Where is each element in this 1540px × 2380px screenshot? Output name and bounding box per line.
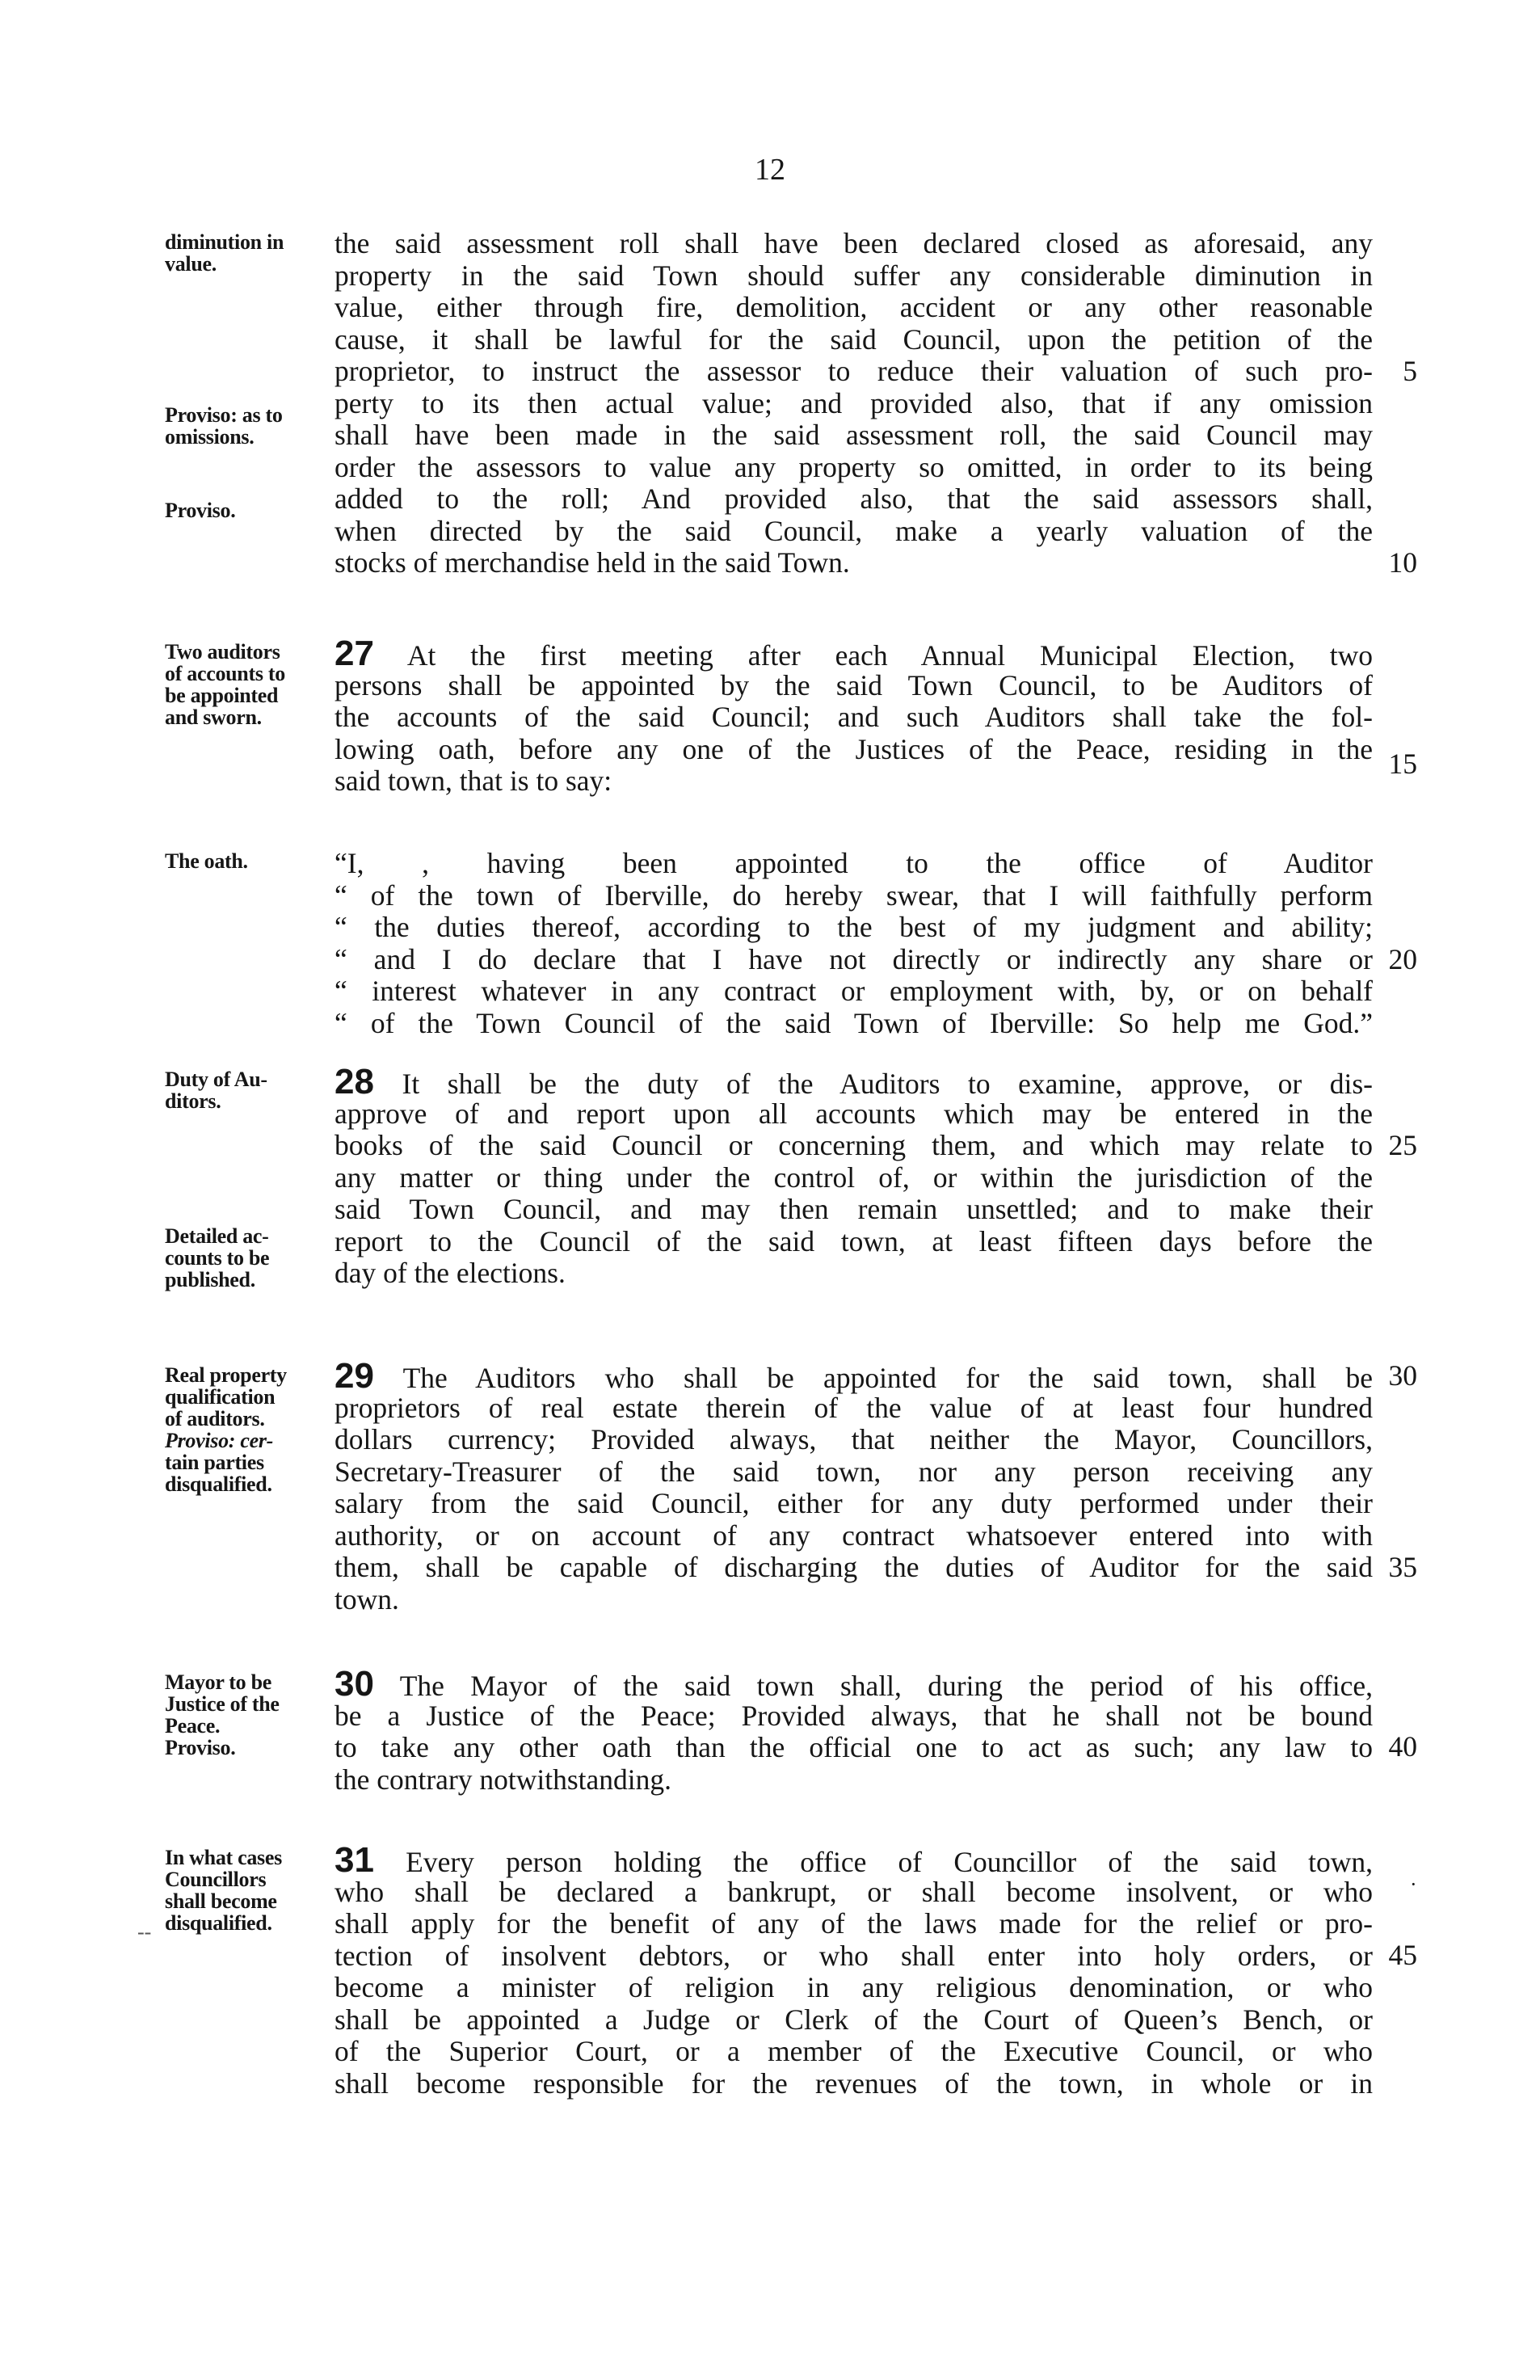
stray-dot-mark: · <box>1410 1872 1417 1896</box>
margin-note-mayor-justice: Mayor to be Justice of the Peace. Proviso. <box>165 1670 280 1759</box>
oath-text: “I, , having been appointed to the office of Auditor “ of the town of Iberville, do hereby swear, that I will faithfully perform “ the duties thereof, according to the best of my judgment and ability; “ and I do declare that I have not directly or indirectly any share or “ interest whatever in any contract or employment with, by, or on behalf “ of the Town Council of the said Town of Iberville: So help me God.” <box>335 847 1373 1039</box>
page-number: 12 <box>755 153 785 187</box>
line-number: 15 <box>1388 748 1417 780</box>
section-number: 31 <box>335 1840 374 1880</box>
section-number: 30 <box>335 1664 374 1704</box>
margin-note-detailed-accounts: Detailed ac- counts to be published. <box>165 1224 270 1291</box>
line-number: 25 <box>1388 1129 1417 1161</box>
margin-note-councillors-disqualified: In what cases Councillors shall become disqualified. <box>165 1846 282 1935</box>
line-number: 35 <box>1388 1551 1417 1583</box>
stray-dash-mark: -- <box>137 1920 152 1944</box>
margin-note-proviso-omissions: Proviso: as to omissions. <box>165 403 283 449</box>
margin-note-proviso: Proviso. <box>165 499 236 522</box>
section-30: 30 The Mayor of the said town shall, during the period of his office, be a Justice of the Peace; Provided always, that he shall not be bound to take any other oath than the official one to act as such; any law to the contrary notwithstanding. <box>335 1664 1373 1796</box>
section-29: 29 The Auditors who shall be appointed for the said town, shall be proprietors of real estate therein of the value of at least four hundred dollars currency; Provided always, that neither the Mayor, Councillors, Secretary-Treasurer of the said town, nor any person receiving any salary from the said Council, either for any duty performed under their authority, or on account of any contract whatsoever entered into with them, shall be capable of discharging the duties of Auditor for the said town. <box>335 1356 1373 1615</box>
section-number: 27 <box>335 634 374 673</box>
paragraph-continuation: the said assessment roll shall have been declared closed as aforesaid, any property in the said Town should suffer any considerable diminution in value, either through fire, demolition, accident or any other reasonable cause, it shall be lawful for the said Council, upon the petition of the proprietor, to instruct the assessor to reduce their valuation of such pro- perty to its then actual value; and provided also, that if any omission shall have been made in the said assessment roll, the said Council may order the assessors to value any property so omitted, in order to its being added to the roll; And provided also, that the said assessors shall, when directed by the said Council, make a yearly valuation of the stocks of merchandise held in the said Town. <box>335 227 1373 579</box>
margin-note-oath: The oath. <box>165 849 248 873</box>
margin-note-duty-auditors: Duty of Au- ditors. <box>165 1068 267 1113</box>
margin-note-real-property: Real property qualification of auditors. Proviso: cer- tain parties disqualified. <box>165 1363 287 1496</box>
line-number: 45 <box>1388 1939 1417 1971</box>
section-number: 29 <box>335 1356 374 1396</box>
section-31: 31 Every person holding the office of Councillor of the said town, who shall be declared a bankrupt, or shall become insolvent, or who shall apply for the benefit of any of the laws made for the relief or pro- tection of insolvent debtors, or who shall enter into holy orders, or become a minister of religion in any religious denomination, or who shall be appointed a Judge or Clerk of the Court of Queen’s Bench, or of the Superior Court, or a member of the Executive Council, or who shall become responsible for the revenues of the town, in whole or in <box>335 1840 1373 2100</box>
section-27: 27 At the first meeting after each Annual Municipal Election, two persons shall be appointed by the said Town Council, to be Auditors of the accounts of the said Council; and such Auditors shall take the fol- lowing oath, before any one of the Justices of the Peace, residing in the said town, that is to say: <box>335 634 1374 797</box>
section-number: 28 <box>335 1062 374 1102</box>
line-number: 40 <box>1388 1730 1417 1763</box>
section-28: 28 It shall be the duty of the Auditors to examine, approve, or dis- approve of and report upon all accounts which may be entered in the books of the said Council or concerning them, and which may relate to any matter or thing under the control of, or within the jurisdiction of the said Town Council, and may then remain unsettled; and to make their report to the Council of the said town, at least fifteen days before the day of the elections. <box>335 1062 1373 1289</box>
line-number: 5 <box>1403 355 1417 387</box>
margin-note-diminution: diminution in value. <box>165 230 284 276</box>
margin-note-two-auditors: Two auditors of accounts to be appointed and sworn. <box>165 640 285 729</box>
line-number: 10 <box>1388 546 1417 579</box>
line-number: 30 <box>1388 1359 1417 1392</box>
line-number: 20 <box>1388 943 1417 975</box>
